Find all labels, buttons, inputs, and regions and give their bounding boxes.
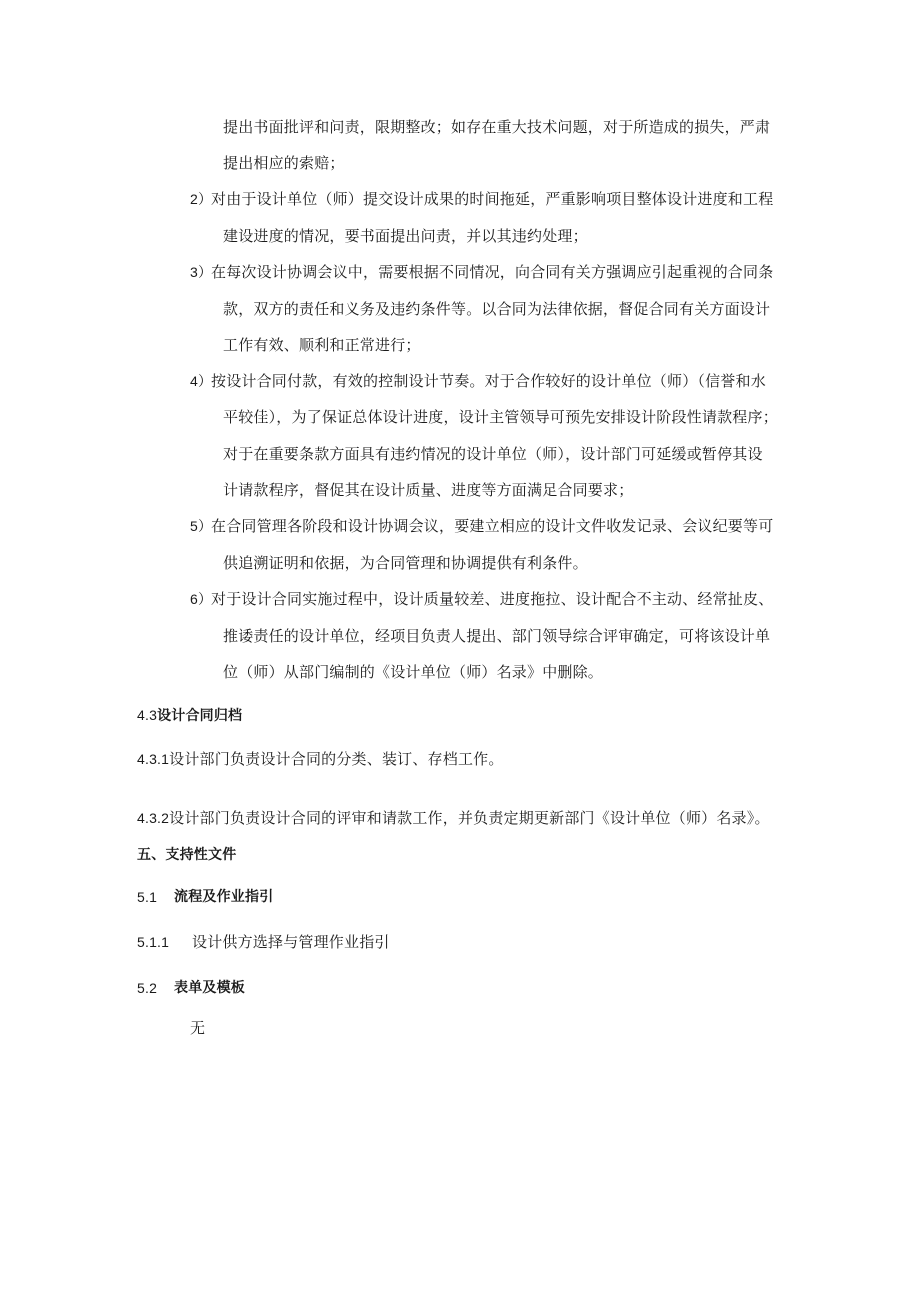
- item-2-line-2: 建设进度的情况，要书面提出问责，并以其违约处理；: [223, 227, 588, 245]
- item-5-line-2: 供追溯证明和依据，为合同管理和协调提供有利条件。: [223, 554, 588, 572]
- section-4-3-heading: [137, 705, 242, 726]
- section-5-heading: 五、支持性文件: [137, 847, 237, 863]
- paragraph-4-3-2-text: 设计部门负责设计合同的评审和请款工作，并负责定期更新部门《设计单位（师）名录》。: [169, 809, 770, 827]
- paragraph-4-3-1-number: 4.3.1: [137, 751, 170, 767]
- item-6-number: 6）: [190, 591, 213, 607]
- item-4-number: 4）: [190, 373, 213, 389]
- paragraph-5-1-1-number: 5.1.1: [137, 934, 170, 950]
- item-5-line-1: 在合同管理各阶段和设计协调会议，要建立相应的设计文件收发记录、会议纪要等可: [211, 517, 774, 535]
- item-6-line-3: 位（师）从部门编制的《设计单位（师）名录》中删除。: [223, 663, 604, 681]
- item-4-line-2: 平较佳），为了保证总体设计进度，设计主管领导可预先安排设计阶段性请款程序；: [223, 408, 778, 426]
- section-4-3-number: 4.3: [137, 707, 158, 723]
- item-4-line-4: 计请款程序，督促其在设计质量、进度等方面满足合同要求；: [223, 481, 634, 499]
- section-4-3-title: 设计合同归档: [157, 708, 243, 724]
- item-5-number: 5）: [190, 518, 213, 534]
- item-6-line-2: 推诿责任的设计单位，经项目负责人提出、部门领导综合评审确定，可将该设计单: [223, 627, 771, 645]
- paragraph-4-3-1: [137, 749, 504, 769]
- section-5-2-number: 5.2: [137, 980, 158, 996]
- item-4-line-3: 对于在重要条款方面具有违约情况的设计单位（师），设计部门可延缓或暂停其设: [223, 445, 763, 463]
- paragraph-4-3-2: [137, 808, 770, 828]
- section-5-2-title: 表单及模板: [174, 980, 245, 996]
- item-2-line-1: 对由于设计单位（师）提交设计成果的时间拖延，严重影响项目整体设计进度和工程: [211, 190, 774, 208]
- item-3-number: 3）: [190, 264, 213, 280]
- item-2-number: 2）: [190, 191, 213, 207]
- item-6-line-1: 对于设计合同实施过程中，设计质量较差、进度拖拉、设计配合不主动、经常扯皮、: [211, 590, 774, 608]
- paragraph-4-3-1-text: 设计部门负责设计合同的分类、装订、存档工作。: [169, 750, 504, 768]
- paragraph-4-3-2-number: 4.3.2: [137, 810, 170, 826]
- item-1-line-2: 提出相应的索赔；: [223, 154, 345, 172]
- item-4-line-1: 按设计合同付款，有效的控制设计节奏。对于合作较好的设计单位（师）（信誉和水: [211, 372, 766, 390]
- none-text: 无: [190, 1019, 206, 1037]
- section-5-1-title: 流程及作业指引: [174, 889, 274, 905]
- section-5-1-number: 5.1: [137, 889, 158, 905]
- item-3-line-1: 在每次设计协调会议中，需要根据不同情况，向合同有关方强调应引起重视的合同条: [211, 263, 774, 281]
- item-1-line-1: 提出书面批评和问责，限期整改；如存在重大技术问题，对于所造成的损失，严肃: [223, 118, 771, 136]
- paragraph-5-1-1-text: 设计供方选择与管理作业指引: [192, 933, 390, 951]
- item-3-line-2: 款，双方的责任和义务及违约条件等。以合同为法律依据，督促合同有关方面设计: [223, 300, 771, 318]
- item-3-line-3: 工作有效、顺利和正常进行；: [223, 336, 421, 354]
